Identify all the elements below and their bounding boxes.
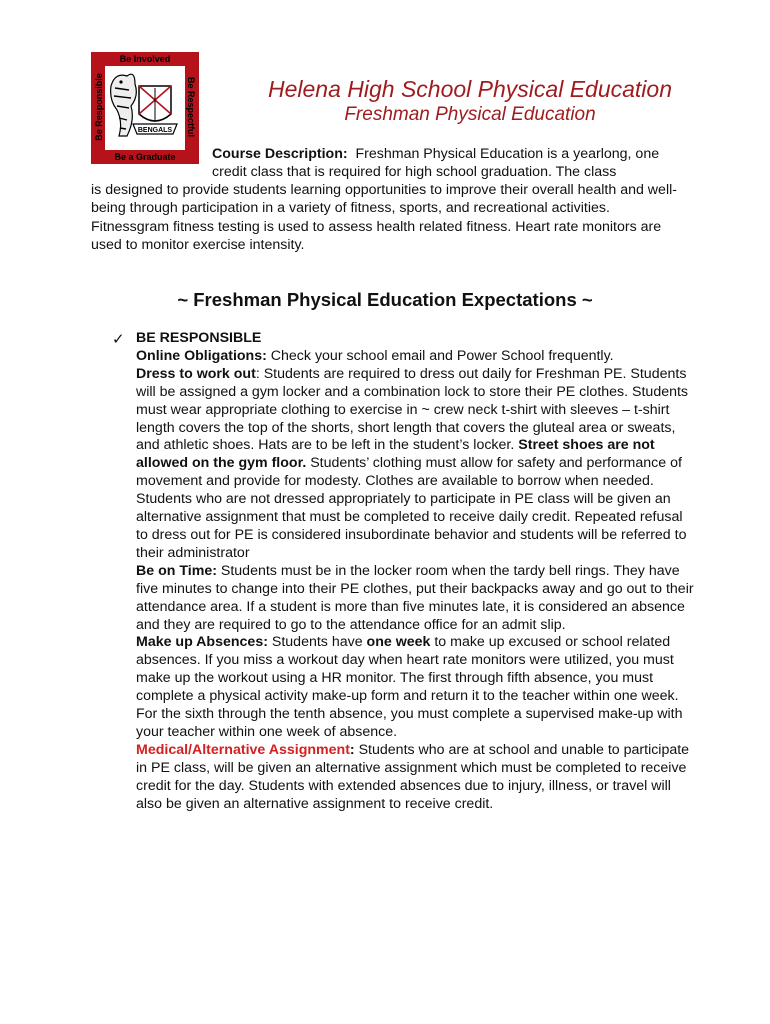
- dress-text-continued: Students’ clothing must allow for safety and performance of movement and provide for modesty. Clothes are available to borrow when needed. Students who are not dressed appropriately to participate in PE class will be given an alternative assignment that must be completed to receive daily credit. Repeated refusal to dress out for PE is considered insubordinate behavior and students will be referred to their administrator: [136, 455, 687, 561]
- logo-right-text: Be Respectful: [186, 76, 196, 138]
- page-subtitle: Freshman Physical Education: [344, 104, 596, 125]
- course-description-body: is designed to provide students learning opportunities to improve their overall health and well-being through participation in a variety of fitness, sports, and recreational activities. Fitnessgram fitness testing is used to assess health related fitness. Heart rate monitors are used to monitor exercise intensity.: [91, 182, 677, 253]
- be-responsible-section: [136, 330, 696, 813]
- logo-left-text: Be Responsible: [94, 73, 104, 141]
- be-responsible-heading: BE RESPONSIBLE: [136, 330, 262, 346]
- medical-alternative-label: Medical/Alternative Assignment: [136, 741, 350, 758]
- dress-text: : Students are required to dress out daily for Freshman PE. Students will be assigned a gym locker and a combination lock to store their PE clothes. Students must wear appropriate clothing to exercise in ~ crew neck t-shirt with sleeves – t-shirt length covers the top of the shorts, short length that covers the gluteal area or sweats, and athletic shoes. Hats are to be left in the student’s locker.: [136, 365, 689, 454]
- medical-colon: :: [349, 741, 355, 758]
- logo-bottom-text: Be a Graduate: [114, 152, 176, 162]
- logo-crest: [105, 66, 185, 150]
- school-logo: [91, 52, 199, 164]
- page-title: Helena High School Physical Education: [267, 76, 673, 102]
- course-description-line1: Freshman Physical Education is a yearlong, one credit class that is required for high school graduation. The class: [212, 146, 660, 181]
- bengal-crest-icon: [105, 66, 185, 150]
- online-obligations-text: Check your school email and Power School frequently.: [266, 347, 614, 364]
- be-on-time-label: Be on Time:: [136, 562, 217, 579]
- make-up-absences-label: Make up Absences:: [136, 634, 268, 651]
- make-up-absences-text: Students have: [267, 634, 367, 651]
- street-shoes-rule: Street shoes are not allowed on the gym floor.: [136, 437, 655, 472]
- course-description-label: Course Description:: [212, 146, 348, 162]
- dress-label: Dress to work out: [136, 365, 256, 382]
- logo-crest-text: BENGALS: [137, 127, 173, 134]
- expectations-heading: ~ Freshman Physical Education Expectations ~: [177, 289, 593, 310]
- online-obligations-label: Online Obligations:: [136, 347, 267, 364]
- make-up-absences-text-continued: to make up excused or school related absences. If you miss a workout day when heart rate monitors were utilized, you must make up the workout using a HR monitor. The first through fifth absence, you must complete a physical activity make-up form and return it to the teacher within one week. For the sixth through the tenth absence, you must complete a supervised make-up with your teacher within one week of absence.: [136, 634, 683, 740]
- checkmark-icon: ✓: [112, 331, 125, 348]
- logo-top-text: Be Involved: [119, 54, 171, 64]
- be-on-time-text: Students must be in the locker room when the tardy bell rings. They have five minutes to change into their PE clothes, put their backpacks away and go out to their attendance area. If a student is more than five minutes late, it is considered an absence and they are required to go to the attendance office for an admit slip.: [136, 562, 694, 633]
- course-description-intro: [212, 145, 682, 182]
- one-week-emphasis: one week: [366, 634, 431, 651]
- medical-alternative-text: Students who are at school and unable to participate in PE class, will be given an alternative assignment which must be completed to receive credit for the day. Students with extended absences due to injury, illness, or travel will also be given an alternative assignment to receive credit.: [136, 741, 690, 812]
